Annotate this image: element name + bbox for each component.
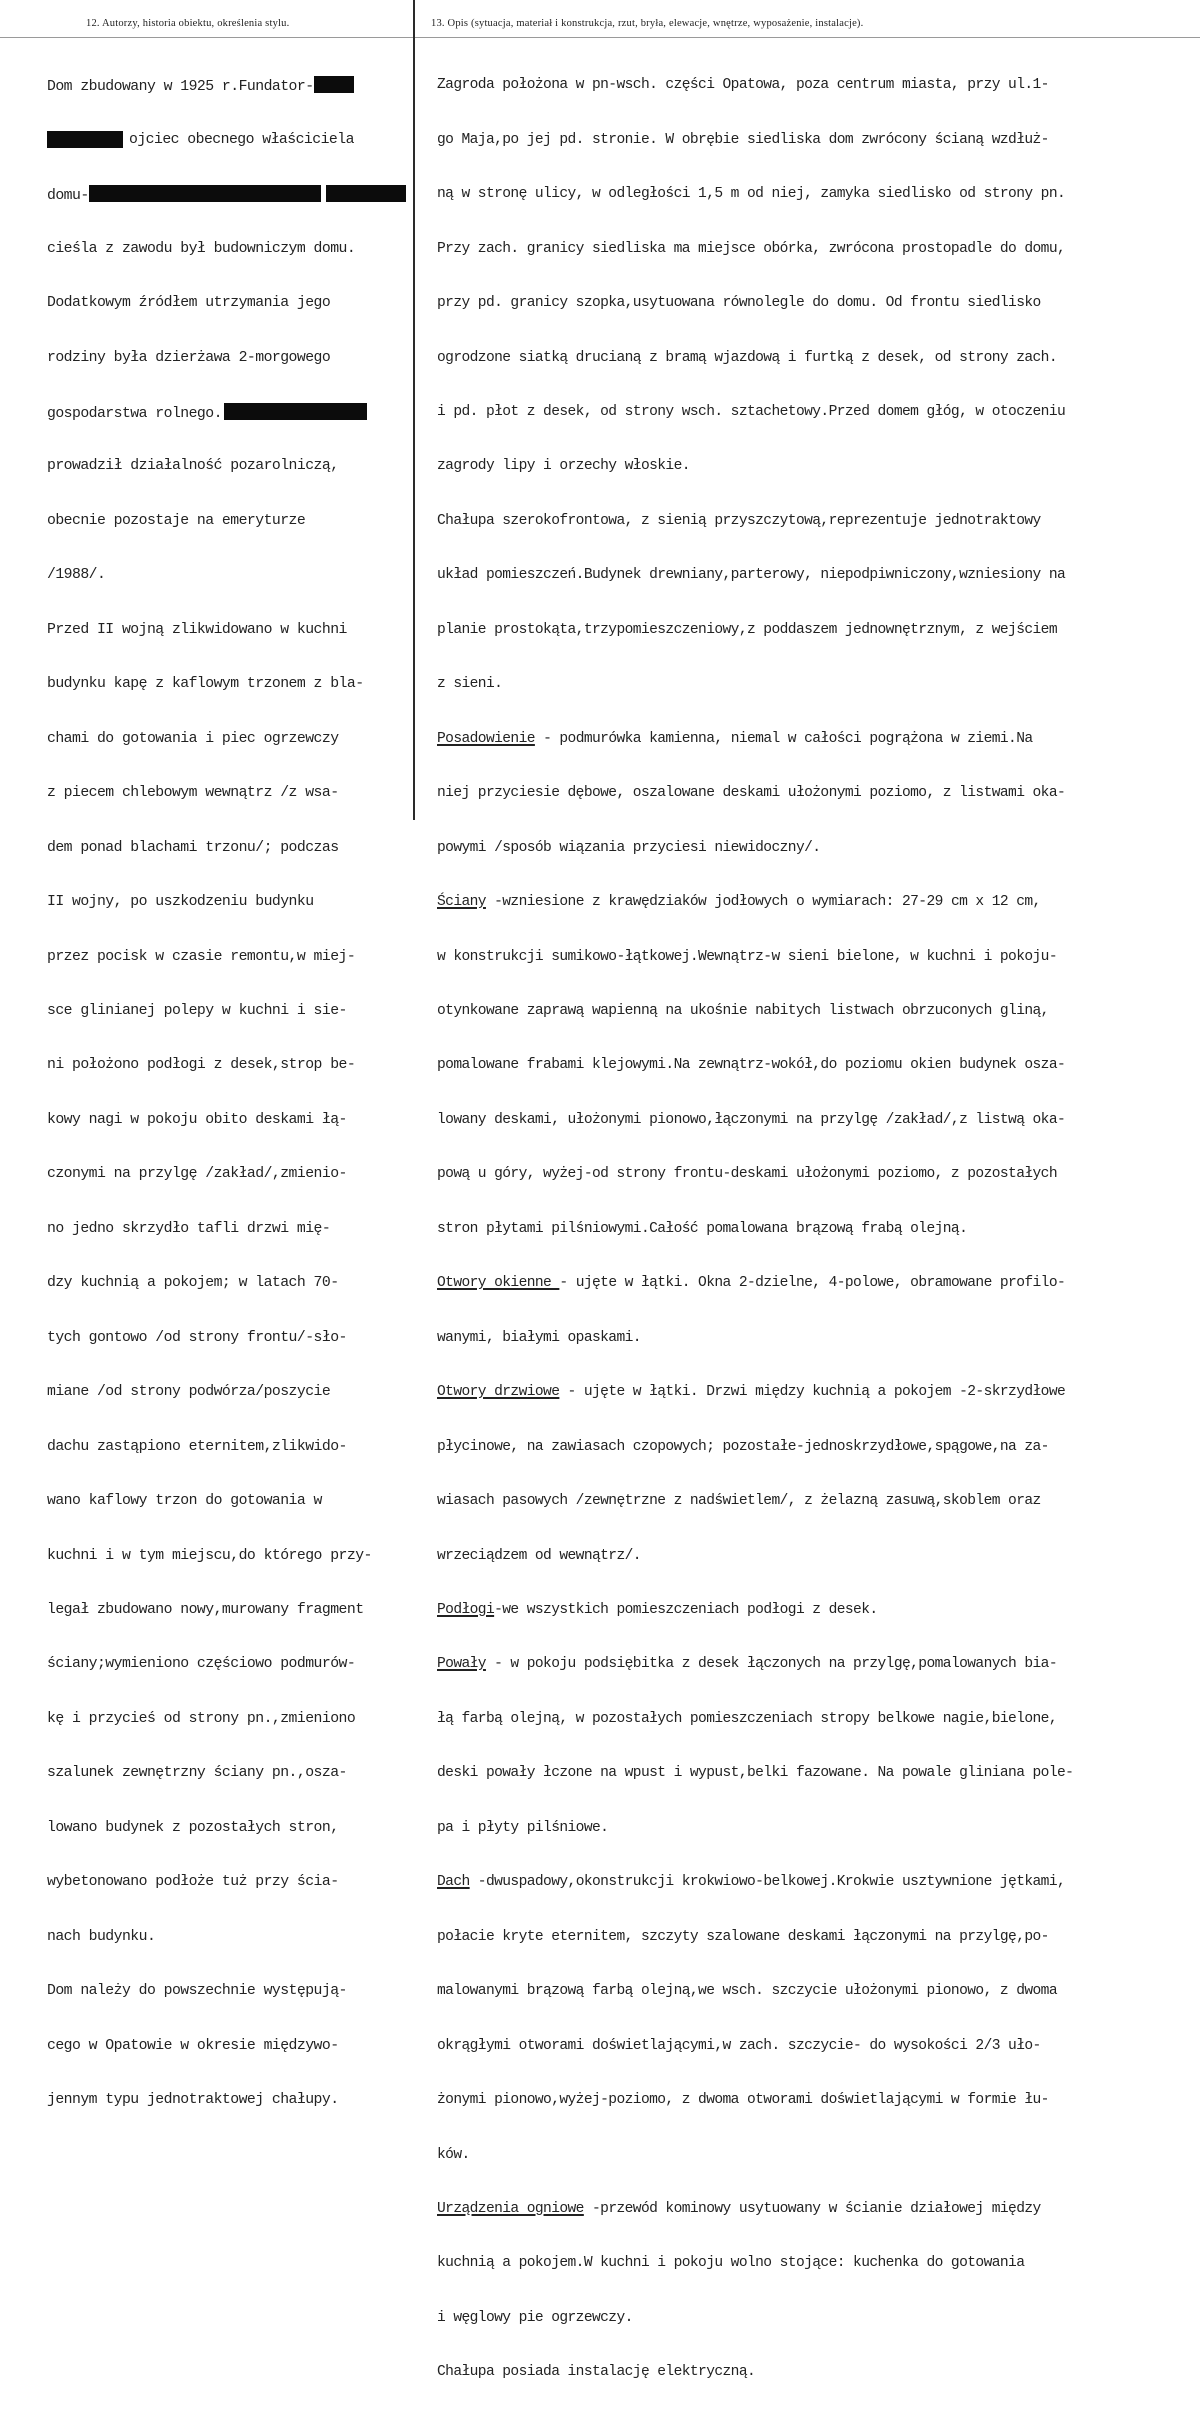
column-divider: [413, 0, 415, 820]
description-line: otynkowane zaprawą wapienną na ukośnie nabitych listwach obrzuconych gliną,: [437, 1003, 1049, 1020]
history-line: z piecem chlebowym wewnątrz /z wsa-: [47, 785, 339, 802]
history-line: wano kaflowy trzon do gotowania w: [47, 1493, 322, 1510]
redaction-block: [326, 185, 406, 202]
history-line: cego w Opatowie w okresie międzywo-: [47, 2037, 339, 2054]
description-line: zagrody lipy i orzechy włoskie.: [437, 458, 690, 475]
history-line: ściany;wymieniono częściowo podmurów-: [47, 1656, 356, 1673]
description-line: i węglowy pie ogrzewczy.: [437, 2309, 633, 2326]
history-line: kę i przycieś od strony pn.,zmieniono: [47, 1710, 356, 1727]
description-line: płycinowe, na zawiasach czopowych; pozostałe-jednoskrzydłowe,spągowe,na za-: [437, 1438, 1049, 1455]
history-line: Dodatkowym źródłem utrzymania jego: [47, 295, 331, 312]
description-line: ną w stronę ulicy, w odległości 1,5 m od niej, zamyka siedlisko od strony pn.: [437, 186, 1066, 203]
history-line: szalunek zewnętrzny ściany pn.,osza-: [47, 1765, 347, 1782]
description-line: niej przyciesie dębowe, oszalowane deskami ułożonymi poziomo, z listwami oka-: [437, 785, 1066, 802]
description-line: wanymi, białymi opaskami.: [437, 1329, 641, 1346]
history-line: ni położono podłogi z desek,strop be-: [47, 1057, 356, 1074]
description-line: połacie kryte eternitem, szczyty szalowane deskami łączonymi na przylgę,po-: [437, 1928, 1049, 1945]
redaction-block: [89, 185, 321, 202]
history-line: nach budynku.: [47, 1928, 156, 1945]
history-line: legał zbudowano nowy,murowany fragment: [47, 1602, 364, 1618]
description-line: wiasach pasowych /zewnętrzne z nadświetlem/, z żelazną zasuwą,skoblem oraz: [437, 1493, 1041, 1510]
history-line: sce glinianej polepy w kuchni i sie-: [47, 1003, 347, 1020]
redaction-block: [314, 76, 354, 93]
description-line: pową u góry, wyżej-od strony frontu-deskami ułożonymi poziomo, z pozostałych: [437, 1166, 1057, 1183]
history-line: dachu zastąpiono eternitem,zlikwido-: [47, 1438, 347, 1455]
description-line: go Maja,po jej pd. stronie. W obrębie siedliska dom zwrócony ścianą wzdłuż-: [437, 131, 1049, 148]
description-line: malowanymi brązową farbą olejną,we wsch. szczycie ułożonymi pionowo, z dwoma: [437, 1983, 1057, 2000]
description-line: Zagroda położona w pn-wsch. części Opatowa, poza centrum miasta, przy ul.1-: [437, 77, 1049, 94]
history-line: miane /od strony podwórza/poszycie: [47, 1384, 331, 1401]
description-line: i pd. płot z desek, od strony wsch. sztachetowy.Przed domem głóg, w otoczeniu: [437, 404, 1066, 421]
history-line: przez pocisk w czasie remontu,w miej-: [47, 948, 356, 965]
history-line: domu-: [47, 185, 413, 203]
section-12-header: 12. Autorzy, historia obiektu, określenia stylu.: [86, 18, 290, 29]
description-line-otwory-drzwiowe: Otwory drzwiowe - ujęte w łątki. Drzwi między kuchnią a pokojem -2-skrzydłowe: [437, 1384, 1066, 1401]
history-line: kowy nagi w pokoju obito deskami łą-: [47, 1111, 347, 1128]
description-line: kuchnią a pokojem.W kuchni i pokoju wolno stojące: kuchenka do gotowania: [437, 2255, 1025, 2272]
description-text-column: [437, 40, 1197, 2418]
history-line: II wojny, po uszkodzeniu budynku: [47, 894, 314, 911]
description-line: planie prostokąta,trzypomieszczeniowy,z poddaszem jednownętrznym, z wejściem: [437, 621, 1057, 638]
description-line: ogrodzone siatką drucianą z bramą wjazdową i furtką z desek, od strony zach.: [437, 349, 1057, 366]
description-line: Chałupa szerokofrontowa, z sienią przyszczytową,reprezentuje jednotraktowy: [437, 512, 1041, 529]
description-line: wrzeciądzem od wewnątrz/.: [437, 1547, 641, 1564]
description-line-powaly: Powały - w pokoju podsiębitka z desek łączonych na przylgę,pomalowanych bia-: [437, 1656, 1057, 1673]
history-line: wybetonowano podłoże tuż przy ścia-: [47, 1874, 339, 1891]
history-line: dem ponad blachami trzonu/; podczas: [47, 839, 339, 856]
description-line: ków.: [437, 2146, 470, 2163]
history-line: rodziny była dzierżawa 2-morgowego: [47, 349, 331, 366]
description-line-sciany: Ściany -wzniesione z krawędziaków jodłowych o wymiarach: 27-29 cm x 12 cm,: [437, 894, 1041, 911]
history-line: no jedno skrzydło tafli drzwi mię-: [47, 1220, 331, 1237]
history-line: kuchni i w tym miejscu,do którego przy-: [47, 1547, 372, 1564]
section-13-header: 13. Opis (sytuacja, materiał i konstrukcja, rzut, bryła, elewacje, wnętrze, wyposażenie, instalacje).: [431, 18, 864, 29]
description-line: stron płytami pilśniowymi.Całość pomalowana brązową frabą olejną.: [437, 1220, 968, 1237]
description-line-urzadzenia-ogniowe: Urządzenia ogniowe -przewód kominowy usytuowany w ścianie działowej między: [437, 2200, 1041, 2217]
description-line: żonymi pionowo,wyżej-poziomo, z dwoma otworami doświetlającymi w formie łu-: [437, 2092, 1049, 2109]
description-line: pa i płyty pilśniowe.: [437, 1819, 609, 1836]
redaction-block: [47, 131, 123, 148]
history-line: tych gontowo /od strony frontu/-sło-: [47, 1329, 347, 1346]
history-line: Dom zbudowany w 1925 r.Fundator-: [47, 76, 413, 94]
description-line: lowany deskami, ułożonymi pionowo,łączonymi na przylgę /zakład/,z listwą oka-: [437, 1111, 1066, 1128]
history-line: budynku kapę z kaflowym trzonem z bla-: [47, 676, 364, 693]
description-line-otwory-okienne: Otwory okienne - ujęte w łątki. Okna 2-dzielne, 4-polowe, obramowane profilo-: [437, 1275, 1066, 1292]
description-line: łą farbą olejną, w pozostałych pomieszczeniach stropy belkowe nagie,bielone,: [437, 1710, 1057, 1727]
description-line-dach: Dach -dwuspadowy,okonstrukcji krokwiowo-belkowej.Krokwie usztywnione jętkami,: [437, 1874, 1066, 1891]
history-line: Dom należy do powszechnie występują-: [47, 1983, 347, 2000]
history-line: gospodarstwa rolnego.: [47, 403, 413, 421]
history-line: obecnie pozostaje na emeryturze: [47, 512, 306, 529]
history-line: Przed II wojną zlikwidowano w kuchni: [47, 621, 347, 638]
history-line: prowadził działalność pozarolniczą,: [47, 458, 339, 475]
description-line: przy pd. granicy szopka,usytuowana równolegle do domu. Od frontu siedlisko: [437, 295, 1041, 312]
description-line: z sieni.: [437, 676, 503, 693]
description-line-podlogi: Podłogi-we wszystkich pomieszczeniach podłogi z desek.: [437, 1602, 878, 1618]
history-line: lowano budynek z pozostałych stron,: [47, 1819, 339, 1836]
description-line: układ pomieszczeń.Budynek drewniany,parterowy, niepodpiwniczony,wzniesiony na: [437, 567, 1066, 584]
description-line-posadowienie: Posadowienie - podmurówka kamienna, niemal w całości pogrążona w ziemi.Na: [437, 730, 1033, 747]
description-line: deski powały łczone na wpust i wypust,belki fazowane. Na powale gliniana pole-: [437, 1765, 1074, 1782]
history-line: ojciec obecnego właściciela: [47, 131, 413, 149]
header-rule: [0, 37, 1200, 38]
description-line: w konstrukcji sumikowo-łątkowej.Wewnątrz-w sieni bielone, w kuchni i pokoju-: [437, 948, 1057, 965]
redaction-block: [224, 403, 367, 420]
history-line: cieśla z zawodu był budowniczym domu.: [47, 240, 356, 257]
description-line: Przy zach. granicy siedliska ma miejsce obórka, zwrócona prostopadle do domu,: [437, 240, 1066, 257]
history-line: jennym typu jednotraktowej chałupy.: [47, 2092, 339, 2109]
description-line: powymi /sposób wiązania przyciesi niewidoczny/.: [437, 839, 821, 856]
history-line: dzy kuchnią a pokojem; w latach 70-: [47, 1275, 339, 1292]
history-line: czonymi na przylgę /zakład/,zmienio-: [47, 1166, 347, 1183]
history-line: /1988/.: [47, 567, 106, 584]
history-text-column: [47, 40, 413, 2146]
description-line: Chałupa posiada instalację elektryczną.: [437, 2364, 756, 2381]
history-line: chami do gotowania i piec ogrzewczy: [47, 730, 339, 747]
description-line: okrągłymi otworami doświetlającymi,w zach. szczycie- do wysokości 2/3 uło-: [437, 2037, 1041, 2054]
description-line: pomalowane frabami klejowymi.Na zewnątrz-wokół,do poziomu okien budynek osza-: [437, 1057, 1066, 1074]
